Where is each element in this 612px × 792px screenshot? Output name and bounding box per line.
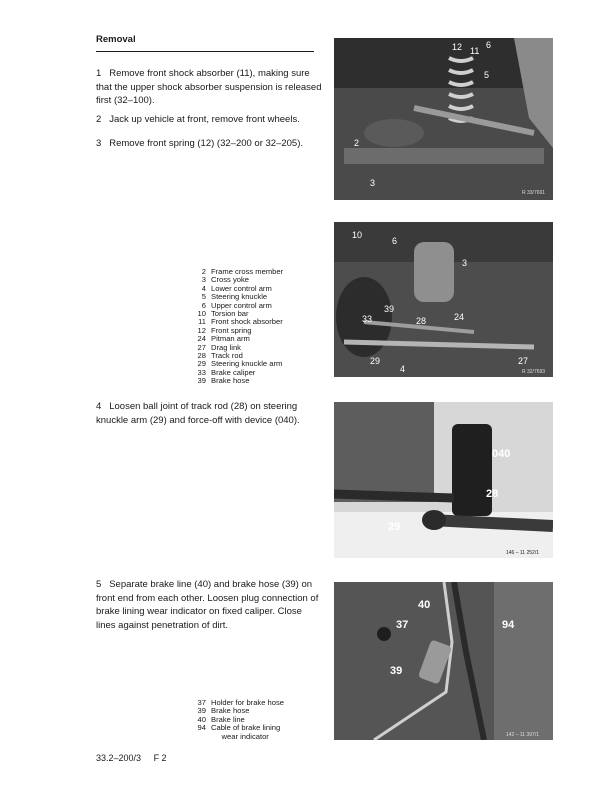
legend-item — [190, 724, 284, 741]
photo-brake-line — [334, 582, 553, 740]
callout-label: 11 — [470, 46, 480, 56]
photo-suspension-components — [334, 222, 553, 377]
legend-number: 24 — [197, 334, 206, 344]
legend-number: 29 — [197, 359, 206, 369]
step-number: 3 — [96, 138, 102, 149]
step-text: Separate brake line (40) and brake hose (39) on front end from each other. Loosen plug connection of brake lining wear indicator on fixed caliper. Close lines against penetration of dirt. — [96, 579, 319, 631]
legend-text: Pitman arm — [211, 334, 250, 344]
legend-number: 10 — [197, 309, 206, 319]
legend-number: 39 — [197, 706, 206, 716]
legend-text: Brake hose — [211, 376, 250, 386]
step-2 — [96, 113, 324, 127]
callout-label: 40 — [418, 599, 431, 611]
step-text: Remove front spring (12) (32–200 or 32–205). — [109, 138, 304, 149]
callout-label: 040 — [492, 448, 511, 460]
legend-number: 37 — [197, 698, 206, 707]
page-number: F 2 — [153, 753, 167, 763]
legend-number: 94 — [197, 723, 206, 733]
legend-number: 4 — [201, 283, 206, 293]
callout-label: 37 — [396, 619, 409, 631]
legend-number: 5 — [201, 292, 206, 302]
step-number: 2 — [96, 114, 102, 125]
step-number: 5 — [96, 579, 102, 590]
legend-text: Steering knuckle arm — [211, 359, 283, 369]
callout-label: 5 — [484, 70, 490, 80]
step-4 — [96, 400, 324, 427]
callout-label: 10 — [352, 230, 363, 240]
callout-label: 33 — [362, 314, 373, 324]
legend-text: Upper control arm — [211, 300, 272, 310]
section-heading: Removal — [96, 34, 136, 45]
step-text: Loosen ball joint of track rod (28) on steering knuckle arm (29) and force-off with device (040). — [96, 401, 300, 426]
legend-text: Torsion bar — [211, 309, 249, 319]
callout-label: 28 — [416, 316, 427, 326]
callout-label: 6 — [392, 236, 398, 246]
callout-label: 27 — [518, 356, 529, 366]
callout-label: 39 — [384, 304, 395, 314]
parts-legend-1 — [190, 268, 283, 386]
doc-number: 33.2–200/3 — [96, 753, 142, 763]
legend-text: Front shock absorber — [211, 317, 283, 327]
legend-text: Front spring — [211, 325, 252, 335]
legend-text: Frame cross member — [211, 267, 284, 276]
legend-text: Cross yoke — [211, 275, 249, 285]
callout-label: 3 — [370, 178, 376, 188]
legend-text: Drag link — [211, 342, 241, 352]
legend-number: 33 — [197, 367, 206, 377]
callout-label: 6 — [486, 40, 492, 50]
step-1 — [96, 67, 324, 108]
callout-label: 28 — [486, 488, 499, 500]
photo-code: R 33/7691 — [522, 190, 546, 196]
photo-track-rod-tool — [334, 402, 553, 558]
callout-label: 4 — [400, 364, 406, 374]
legend-text: Track rod — [211, 351, 243, 361]
legend-number: 39 — [197, 376, 206, 386]
step-5 — [96, 578, 324, 632]
callout-label: 29 — [388, 521, 401, 533]
legend-number: 40 — [197, 714, 206, 724]
callout-label: 29 — [370, 356, 381, 366]
legend-number: 28 — [197, 351, 206, 361]
step-3 — [96, 137, 324, 151]
callout-label: 94 — [502, 619, 515, 631]
photo-code: 146 – 11 252/1 — [506, 550, 539, 556]
step-number: 4 — [96, 401, 102, 412]
callout-label: 24 — [454, 312, 465, 322]
legend-number: 11 — [198, 317, 206, 327]
page-footer — [96, 753, 177, 763]
legend-item — [190, 377, 283, 385]
heading-rule — [96, 51, 314, 52]
legend-number: 12 — [197, 325, 206, 335]
step-text: Remove front shock absorber (11), making sure that the upper shock absorber suspension is released first (32–100). — [96, 68, 322, 106]
parts-legend-2 — [190, 699, 284, 741]
legend-text: Holder for brake hose — [211, 698, 285, 707]
legend-number: 27 — [197, 342, 206, 352]
legend-text: Lower control arm — [211, 283, 272, 293]
legend-text: Brake caliper — [211, 367, 256, 377]
legend-number: 2 — [201, 267, 206, 276]
callout-label: 12 — [452, 42, 463, 52]
legend-number: 3 — [201, 275, 206, 285]
legend-text: Steering knuckle — [211, 292, 268, 302]
legend-text: Cable of brake lining wear indicator — [211, 723, 281, 741]
callout-label: 39 — [390, 665, 403, 677]
legend-text: Brake line — [211, 714, 245, 724]
legend-number: 6 — [201, 300, 206, 310]
legend-text: Brake hose — [211, 706, 250, 716]
callout-label: 3 — [462, 258, 468, 268]
photo-code: 142 – 11 397/1 — [506, 732, 539, 738]
photo-code: R 32/7693 — [522, 369, 546, 375]
step-text: Jack up vehicle at front, remove front wheels. — [109, 114, 300, 125]
callout-label: 2 — [354, 138, 360, 148]
photo-front-suspension — [334, 38, 553, 200]
step-number: 1 — [96, 68, 102, 79]
